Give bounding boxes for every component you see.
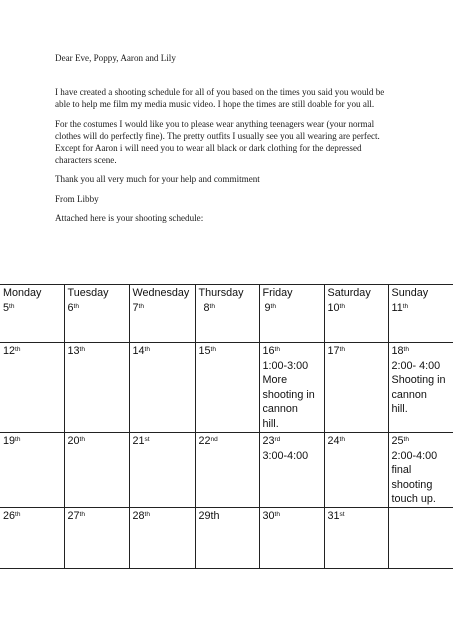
schedule-cell-sun-11 [388,285,453,343]
schedule-day-cell [64,343,129,433]
schedule-day-cell [195,343,259,433]
date-suffix: th [403,346,409,353]
date-number: 22 [198,435,211,447]
schedule-week-row-2 [0,343,453,433]
date-number: 26 [3,510,16,522]
date-suffix: st [144,436,150,443]
letter-body [55,52,400,224]
date-number: 16 [262,345,275,357]
shoot-note: hill. [262,417,279,430]
schedule-day-cell [64,433,129,508]
date-suffix: th [144,346,150,353]
date-suffix: th [339,346,345,353]
schedule-header-row [0,285,453,343]
date-suffix: th [209,302,215,310]
schedule-day-cell [259,433,324,508]
schedule-day-cell [324,508,388,569]
date-number: 5 [3,301,10,314]
date-suffix: th [79,436,85,443]
date-number: 10 [327,301,340,314]
letter-paragraph-attachment: Attached here is your shooting schedule: [55,212,204,223]
shoot-note: shooting [391,478,433,491]
date-number: 17 [327,345,340,357]
shoot-note: 2:00- 4:00 [391,359,441,372]
date-suffix: th [79,346,85,353]
schedule-day-cell [324,433,388,508]
shoot-note: 1:00-3:00 [262,359,309,372]
schedule-day-cell [259,508,324,569]
shoot-note: touch up. [391,493,436,506]
date-number: 11 [391,301,403,314]
shoot-note: More [262,374,288,387]
shooting-schedule-table [0,284,453,569]
letter-salutation: Dear Eve, Poppy, Aaron and Lily [55,53,176,63]
schedule-day-cell [195,433,259,508]
shoot-note: 3:00-4:00 [262,449,309,462]
schedule-day-cell [64,508,129,569]
date-number: 14 [132,345,145,357]
date-number: 29th [198,510,220,522]
date-suffix: th [15,346,21,353]
day-name: Thursday [198,287,244,299]
schedule-day-cell [388,433,453,508]
schedule-cell-tue-6 [64,285,129,343]
day-name: Monday [3,287,42,299]
day-name: Saturday [327,287,371,299]
schedule-day-cell [129,508,195,569]
schedule-cell-sat-10 [324,285,388,343]
date-suffix: th [274,511,280,518]
shoot-note: hill. [391,403,408,416]
shoot-note: 2:00-4:00 [391,449,438,462]
date-number: 12 [3,345,16,357]
date-number: 23 [262,435,275,447]
date-suffix: th [79,511,85,518]
date-number: 15 [198,345,211,357]
schedule-day-cell [259,343,324,433]
date-suffix: th [73,302,79,310]
date-number: 19 [3,435,16,447]
schedule-cell-thu-8 [195,285,259,343]
date-suffix: rd [274,436,281,443]
date-suffix: th [15,511,21,518]
date-suffix: th [9,302,15,310]
shoot-note: Shooting in [391,374,446,387]
letter-paragraph-intro: I have created a shooting schedule for all of you based on the times you said you would be able to help me film my media music video. I hope the times are still doable for you all. [55,87,385,110]
date-suffix: th [339,436,345,443]
date-number: 28 [132,510,145,522]
date-suffix: nd [210,436,218,443]
date-number: 13 [67,345,80,357]
shoot-note: cannon [262,403,298,416]
schedule-day-cell [129,343,195,433]
schedule-cell-mon-5 [0,285,64,343]
schedule-day-cell [0,433,64,508]
date-suffix: st [339,511,345,518]
date-suffix: th [138,302,144,310]
schedule-cell-wed-7 [129,285,195,343]
letter-signoff: From Libby [55,193,99,204]
date-number: 24 [327,435,340,447]
day-name: Sunday [391,287,429,299]
date-number: 9 [264,301,271,314]
date-suffix: th [144,511,150,518]
schedule-day-cell [195,508,259,569]
date-suffix: th [402,302,409,310]
date-suffix: th [274,346,280,353]
date-number: 7 [132,301,139,314]
date-suffix: th [15,436,21,443]
schedule-day-cell [324,343,388,433]
shoot-note: final [391,464,412,477]
day-name: Wednesday [132,287,190,299]
schedule-cell-fri-9 [259,285,324,343]
shoot-note: cannon [391,388,427,401]
day-name: Friday [262,287,293,299]
date-suffix: th [270,302,276,310]
date-number: 21 [132,435,145,447]
date-number: 6 [67,301,74,314]
date-number: 30 [262,510,275,522]
date-suffix: th [403,436,409,443]
schedule-week-row-4 [0,508,453,569]
schedule-day-cell [129,433,195,508]
date-number: 18 [391,345,404,357]
schedule-day-cell [0,508,64,569]
shoot-note: shooting in [262,388,315,401]
schedule-day-cell [0,343,64,433]
day-name: Tuesday [67,287,109,299]
date-number: 8 [203,301,210,314]
schedule-week-row-3 [0,433,453,508]
schedule-day-cell [388,508,453,569]
date-suffix: th [339,302,345,310]
date-number: 25 [391,435,404,447]
schedule-day-cell [388,343,453,433]
date-number: 27 [67,510,80,522]
letter-paragraph-thanks: Thank you all very much for your help and commitment [55,174,260,185]
date-suffix: th [210,346,216,353]
letter-paragraph-costumes: For the costumes I would like you to please wear anything teenagers wear (your normal clothes will do perfectly fine). The pretty outfits I usually see you all wearing are perfect. Except for Aaron i will need you to wear all black or dark clothing for the depressed characters scene. [55,118,380,166]
date-number: 31 [327,510,340,522]
date-number: 20 [67,435,80,447]
